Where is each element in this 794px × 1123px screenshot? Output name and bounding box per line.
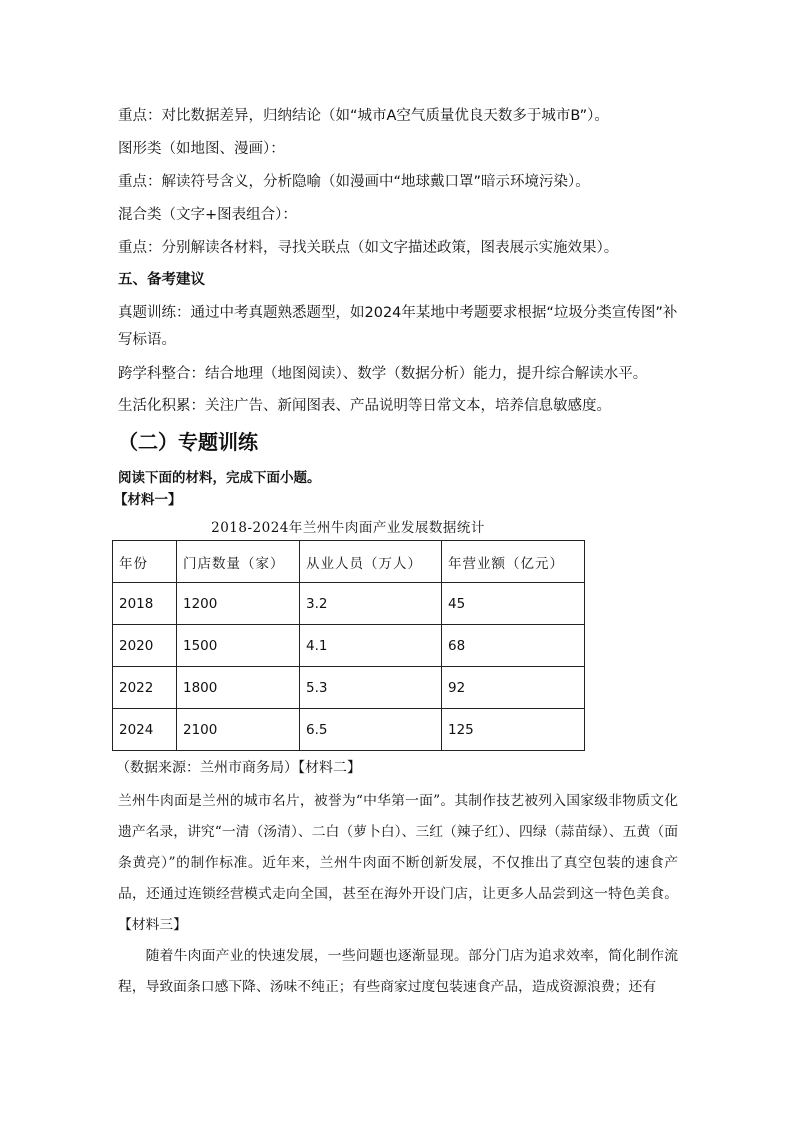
table-cell: 125 xyxy=(442,709,585,751)
table-cell: 1200 xyxy=(177,583,300,625)
section-heading: 五、备考建议 xyxy=(118,272,205,288)
paragraph: 随着牛肉面产业的快速发展，一些问题也逐渐显现。部分门店为追求效率，简化制作流程，导致面条口感下降、汤味不纯正；有些商家过度包装速食产品，造成资源浪费；还有 xyxy=(118,948,678,995)
table-cell: 2100 xyxy=(177,709,300,751)
table-cell: 2020 xyxy=(113,625,177,667)
table-row xyxy=(113,625,585,667)
table-cell: 45 xyxy=(442,583,585,625)
text-line: 图形类（如地图、漫画）： xyxy=(118,141,285,157)
table-cell: 68 xyxy=(442,625,585,667)
table-cell: 1800 xyxy=(177,667,300,709)
text-line: 生活化积累：关注广告、新闻图表、产品说明等日常文本，培养信息敏感度。 xyxy=(118,398,611,414)
text-line: 跨学科整合：结合地理（地图阅读）、数学（数据分析）能力，提升综合解读水平。 xyxy=(118,366,648,382)
column-header: 从业人员（万人） xyxy=(300,541,442,583)
table-cell: 6.5 xyxy=(300,709,442,751)
data-table xyxy=(112,540,585,751)
instruction: 阅读下面的材料，完成下面小题。 xyxy=(118,470,321,486)
paragraph: 兰州牛肉面是兰州的城市名片，被誉为“中华第一面”。其制作技艺被列入国家级非物质文化遗产名录，讲究“一清（汤清）、二白（萝卜白）、三红（辣子红）、四绿（蒜苗绿）、五黄（面条黄亮）”的制作标准。近年来，兰州牛肉面不断创新发展，不仅推出了真空包装的速食产品，还通过连锁经营模式走向全国，甚至在海外开设门店，让更多人品尝到这一特色美食。【材料三】 xyxy=(118,793,678,933)
text-line: 重点：解读符号含义，分析隐喻（如漫画中“地球戴口罩”暗示环境污染）。 xyxy=(118,174,590,190)
table-cell: 4.1 xyxy=(300,625,442,667)
text-line: 写标语。 xyxy=(118,332,176,348)
text-line: 混合类（文字+图表组合）： xyxy=(118,207,297,223)
material-three-paragraph xyxy=(118,941,678,1003)
table-cell: 2018 xyxy=(113,583,177,625)
table-row xyxy=(113,583,585,625)
table-row xyxy=(113,709,585,751)
section-title: （二）专题训练 xyxy=(118,430,258,454)
table-cell: 2022 xyxy=(113,667,177,709)
table-cell: 2024 xyxy=(113,709,177,751)
table-cell: 92 xyxy=(442,667,585,709)
table-cell: 1500 xyxy=(177,625,300,667)
column-header: 年营业额（亿元） xyxy=(442,541,585,583)
column-header: 门店数量（家） xyxy=(177,541,300,583)
table-row xyxy=(113,667,585,709)
table-caption: 2018-2024年兰州牛肉面产业发展数据统计 xyxy=(211,520,485,536)
table-header-row xyxy=(113,541,585,583)
table-cell: 3.2 xyxy=(300,583,442,625)
text-line: 重点：分别解读各材料，寻找关联点（如文字描述政策，图表展示实施效果）。 xyxy=(118,240,619,256)
data-source-line: （数据来源：兰州市商务局）【材料二】 xyxy=(116,760,361,776)
material-two-paragraph xyxy=(118,786,678,941)
column-header: 年份 xyxy=(113,541,177,583)
material-label: 【材料一】 xyxy=(114,492,182,508)
text-line: 重点：对比数据差异，归纳结论（如“城市A空气质量优良天数多于城市B”）。 xyxy=(118,108,609,124)
text-line: 真题训练：通过中考真题熟悉题型，如2024年某地中考题要求根据“垃圾分类宣传图”补 xyxy=(118,305,678,321)
table-cell: 5.3 xyxy=(300,667,442,709)
